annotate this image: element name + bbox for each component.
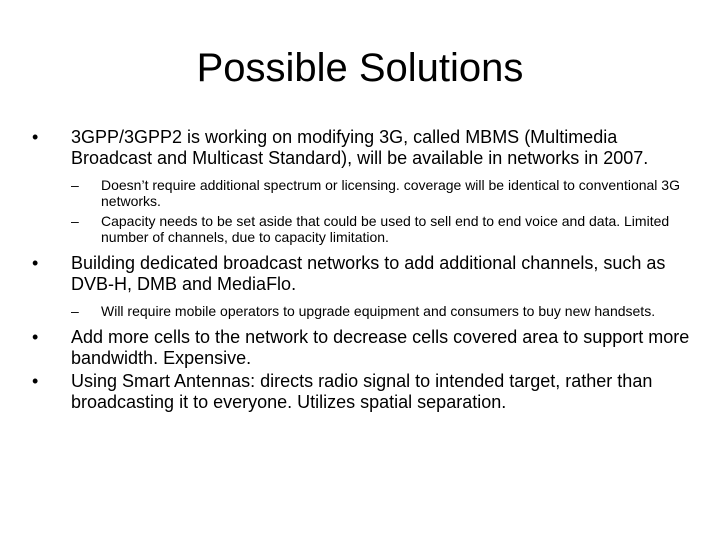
bullet-item xyxy=(30,253,690,295)
bullet-item xyxy=(30,371,690,413)
bullet-list xyxy=(30,127,690,413)
bullet-text: Building dedicated broadcast networks to add additional channels, such as DVB-H, DMB and MediaFlo. xyxy=(71,253,666,294)
bullet-icon: • xyxy=(32,127,39,147)
slide-title: Possible Solutions xyxy=(196,46,524,90)
sub-bullet-item xyxy=(30,213,690,245)
bullet-text: Add more cells to the network to decrease cells covered area to support more bandwidth. Expensive. xyxy=(71,327,690,368)
sub-bullet-text: Will require mobile operators to upgrade equipment and consumers to buy new handsets. xyxy=(101,303,656,319)
bullet-text: 3GPP/3GPP2 is working on modifying 3G, called MBMS (Multimedia Broadcast and Multicast Standard), will be available in networks in 2007. xyxy=(71,127,649,168)
bullet-item xyxy=(30,327,690,369)
bullet-icon: • xyxy=(32,253,39,273)
sub-bullet-item xyxy=(30,177,690,209)
bullet-item xyxy=(30,127,690,169)
sub-bullet-text: Capacity needs to be set aside that could be used to sell end to end voice and data. Limited number of channels, due to capacity limitation. xyxy=(101,213,670,245)
bullet-text: Using Smart Antennas: directs radio signal to intended target, rather than broadcasting it to everyone. Utilizes spatial separation. xyxy=(71,371,653,412)
dash-icon: – xyxy=(71,213,79,229)
sub-bullet-text: Doesn’t require additional spectrum or licensing. coverage will be identical to conventional 3G networks. xyxy=(101,177,680,209)
bullet-icon: • xyxy=(32,371,39,391)
sub-bullet-item xyxy=(30,303,690,319)
bullet-icon: • xyxy=(32,327,39,347)
dash-icon: – xyxy=(71,177,79,193)
dash-icon: – xyxy=(71,303,79,319)
